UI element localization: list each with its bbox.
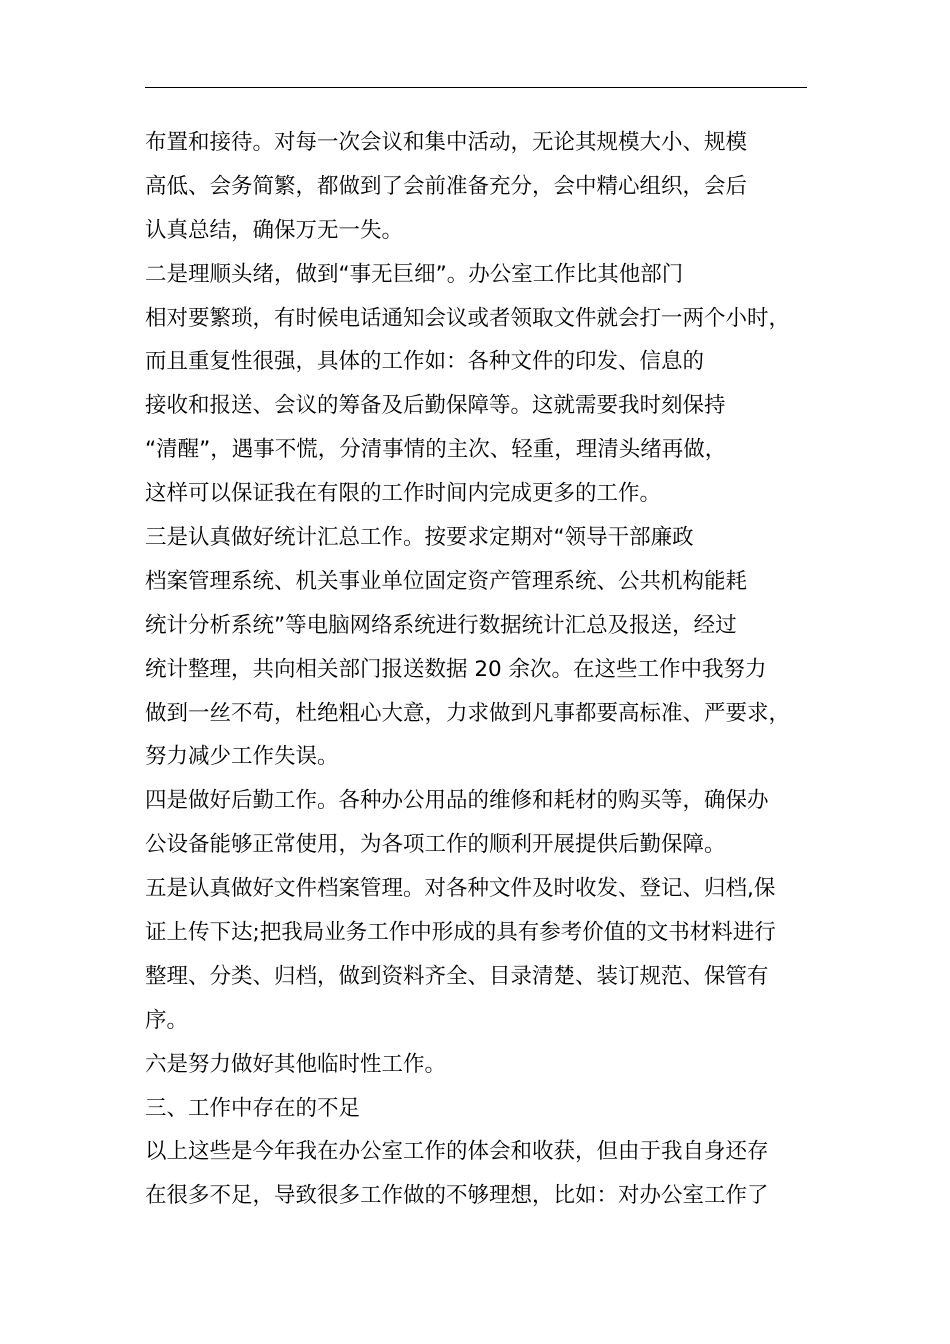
text-line: 整理、分类、归档，做到资料齐全、目录清楚、装订规范、保管有	[145, 963, 769, 989]
text-line: 三是认真做好统计汇总工作。按要求定期对“领导干部廉政	[145, 525, 694, 551]
section-heading: 三、工作中存在的不足	[145, 1095, 361, 1121]
text-line: “清醒”，遇事不慌，分清事情的主次、轻重，理清头绪再做，	[145, 437, 727, 463]
text-line: 档案管理系统、机关事业单位固定资产管理系统、公共机构能耗	[145, 568, 748, 594]
text-line: 证上传下达;把我局业务工作中形成的具有参考价值的文书材料进行	[145, 920, 776, 946]
text-line: 统计分析系统”等电脑网络系统进行数据统计汇总及报送，经过	[145, 612, 737, 638]
text-line: 公设备能够正常使用，为各项工作的顺利开展提供后勤保障。	[145, 832, 726, 858]
text-line: 五是认真做好文件档案管理。对各种文件及时收发、登记、归档,保	[145, 876, 776, 902]
text-line: 接收和报送、会议的筹备及后勤保障等。这就需要我时刻保持	[145, 393, 726, 419]
text-line: 努力减少工作失误。	[145, 744, 339, 770]
text-line: 相对要繁琐，有时候电话通知会议或者领取文件就会打一两个小时，	[145, 305, 791, 331]
text-line: 序。	[145, 1007, 189, 1033]
text-line: 而且重复性很强，具体的工作如：各种文件的印发、信息的	[145, 349, 705, 375]
text-line: 二是理顺头绪，做到“事无巨细”。办公室工作比其他部门	[145, 261, 684, 287]
header-rule	[145, 87, 807, 88]
text-line: 认真总结，确保万无一失。	[145, 217, 404, 243]
text-line: 四是做好后勤工作。各种办公用品的维修和耗材的购买等，确保办	[145, 788, 769, 814]
text-line: 做到一丝不苟，杜绝粗心大意，力求做到凡事都要高标准、严要求，	[145, 700, 791, 726]
text-line: 这样可以保证我在有限的工作时间内完成更多的工作。	[145, 481, 662, 507]
text-line: 高低、会务简繁，都做到了会前准备充分，会中精心组织，会后	[145, 173, 748, 199]
text-line: 布置和接待。对每一次会议和集中活动，无论其规模大小、规模	[145, 130, 748, 155]
text-line: 在很多不足，导致很多工作做的不够理想，比如：对办公室工作了	[145, 1183, 769, 1209]
document-body	[145, 121, 835, 1218]
text-line: 以上这些是今年我在办公室工作的体会和收获，但由于我自身还存	[145, 1139, 769, 1165]
text-line: 统计整理，共向相关部门报送数据 20 余次。在这些工作中我努力	[145, 656, 767, 682]
text-line: 六是努力做好其他临时性工作。	[145, 1051, 447, 1077]
